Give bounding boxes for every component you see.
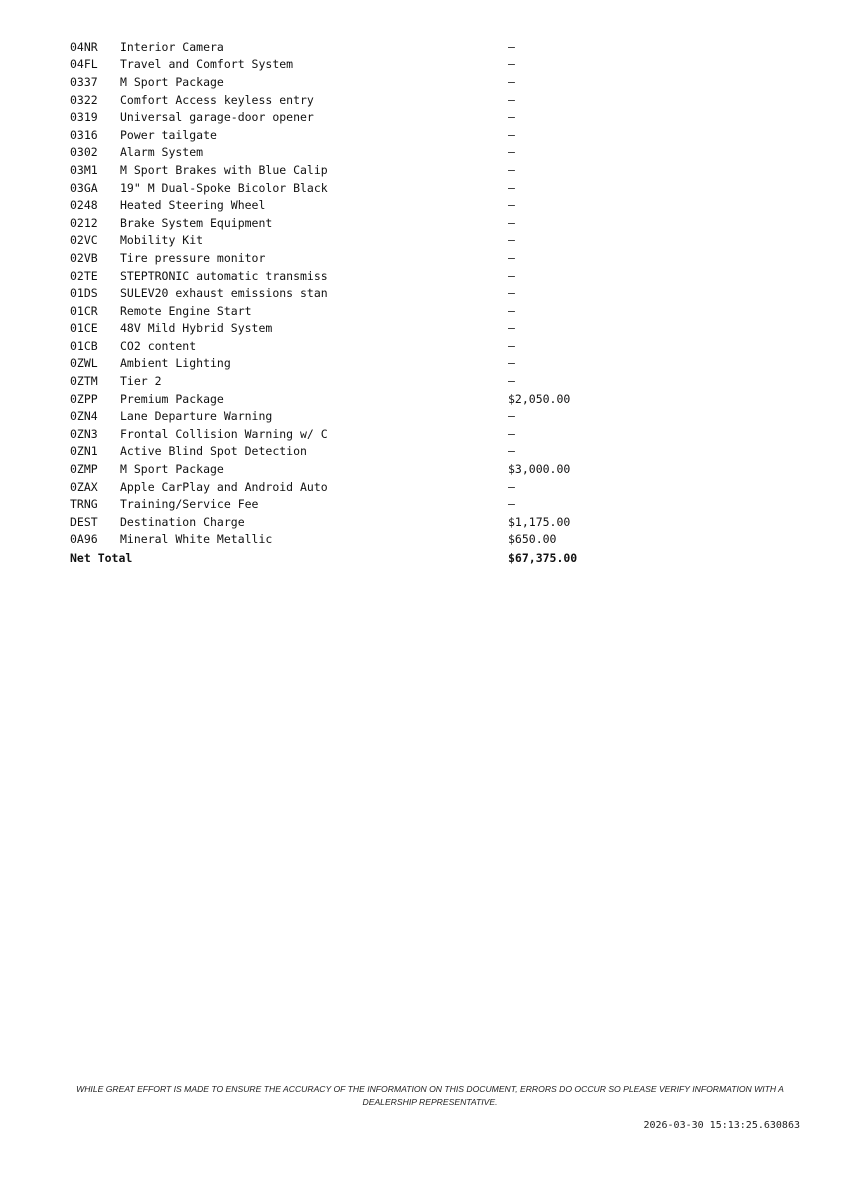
option-code: 0ZMP (70, 462, 98, 477)
option-row (70, 232, 590, 250)
option-price: — (508, 338, 515, 353)
option-row (70, 390, 590, 408)
option-price: — (508, 74, 515, 89)
option-description: Travel and Comfort System (120, 57, 294, 72)
option-description: Interior Camera (120, 39, 224, 54)
option-price: — (508, 374, 515, 389)
option-description: STEPTRONIC automatic transmiss (120, 268, 328, 283)
option-description: Apple CarPlay and Android Auto (120, 479, 328, 494)
option-price: — (508, 286, 515, 301)
option-description: Mobility Kit (120, 233, 204, 248)
option-code: 0ZWL (70, 356, 98, 371)
option-row (70, 372, 590, 390)
timestamp: 2026-03-30 15:13:25.630863 (643, 1120, 800, 1131)
option-code: 0337 (70, 74, 98, 89)
option-price: — (508, 497, 515, 512)
option-code: 0ZN1 (70, 444, 98, 459)
option-description: Premium Package (120, 391, 224, 406)
option-row (70, 196, 590, 214)
option-code: 02TE (70, 268, 98, 283)
option-description: Alarm System (120, 145, 204, 160)
option-code: 0ZN4 (70, 409, 98, 424)
option-price: — (508, 110, 515, 125)
option-price: — (508, 268, 515, 283)
option-code: 02VB (70, 250, 98, 265)
option-code: DEST (70, 514, 98, 529)
option-row (70, 460, 590, 478)
option-code: 02VC (70, 233, 98, 248)
option-price: — (508, 444, 515, 459)
option-row (70, 161, 590, 179)
option-row (70, 425, 590, 443)
option-price: — (508, 479, 515, 494)
option-code: 01CR (70, 303, 98, 318)
option-row (70, 443, 590, 461)
option-row (70, 126, 590, 144)
option-description: Power tailgate (120, 127, 217, 142)
option-price: — (508, 321, 515, 336)
option-description: M Sport Package (120, 462, 224, 477)
option-description: CO2 content (120, 338, 197, 353)
option-description: Training/Service Fee (120, 497, 259, 512)
option-code: 03GA (70, 180, 98, 195)
option-price: — (508, 426, 515, 441)
option-row (70, 320, 590, 338)
option-code: 0ZN3 (70, 426, 98, 441)
option-description: M Sport Brakes with Blue Calip (120, 162, 328, 177)
option-price: $3,000.00 (508, 462, 571, 477)
option-description: Brake System Equipment (120, 215, 273, 230)
option-code: 01CE (70, 321, 98, 336)
net-total-row (70, 549, 590, 567)
disclaimer-text: WHILE GREAT EFFORT IS MADE TO ENSURE THE ACCURACY OF THE INFORMATION ON THIS DOCUMENT, ERRORS DO OCCUR SO PLEASE VERIFY INFORMATION WITH A DEALERSHIP REPRESENTATIVE. (76, 1084, 784, 1107)
option-code: 04NR (70, 39, 98, 54)
option-price: — (508, 250, 515, 265)
option-price: — (508, 127, 515, 142)
option-row (70, 179, 590, 197)
option-row (70, 531, 590, 549)
option-code: 01CB (70, 338, 98, 353)
option-code: 0248 (70, 198, 98, 213)
option-description: SULEV20 exhaust emissions stan (120, 286, 328, 301)
option-price: — (508, 198, 515, 213)
option-row (70, 495, 590, 513)
option-row (70, 38, 590, 56)
option-code: 0ZAX (70, 479, 98, 494)
option-price: — (508, 180, 515, 195)
option-description: Tire pressure monitor (120, 250, 266, 265)
option-description: Lane Departure Warning (120, 409, 273, 424)
net-total-label: Net Total (70, 551, 133, 566)
option-code: 03M1 (70, 162, 98, 177)
option-description: Frontal Collision Warning w/ C (120, 426, 328, 441)
option-price: — (508, 356, 515, 371)
option-price: — (508, 39, 515, 54)
option-price: $1,175.00 (508, 514, 571, 529)
option-code: 0ZPP (70, 391, 98, 406)
option-row (70, 56, 590, 74)
option-price: — (508, 233, 515, 248)
option-row (70, 108, 590, 126)
option-description: Comfort Access keyless entry (120, 92, 314, 107)
net-total-value: $67,375.00 (508, 551, 578, 566)
option-price: — (508, 57, 515, 72)
option-code: 0302 (70, 145, 98, 160)
option-code: 0212 (70, 215, 98, 230)
option-code: 04FL (70, 57, 98, 72)
option-price: — (508, 303, 515, 318)
option-row (70, 214, 590, 232)
option-row (70, 144, 590, 162)
option-code: 01DS (70, 286, 98, 301)
option-price: — (508, 162, 515, 177)
option-code: 0A96 (70, 532, 98, 547)
option-price: — (508, 215, 515, 230)
option-price: — (508, 145, 515, 160)
option-description: Remote Engine Start (120, 303, 252, 318)
option-description: Tier 2 (120, 374, 162, 389)
option-code: 0322 (70, 92, 98, 107)
option-price: — (508, 92, 515, 107)
option-description: M Sport Package (120, 74, 224, 89)
option-price: $650.00 (508, 532, 557, 547)
option-description: Heated Steering Wheel (120, 198, 266, 213)
option-row (70, 249, 590, 267)
option-code: 0319 (70, 110, 98, 125)
option-description: Mineral White Metallic (120, 532, 273, 547)
option-row (70, 478, 590, 496)
option-code: TRNG (70, 497, 98, 512)
option-code: 0316 (70, 127, 98, 142)
option-row (70, 337, 590, 355)
option-row (70, 302, 590, 320)
option-description: Active Blind Spot Detection (120, 444, 307, 459)
option-description: 48V Mild Hybrid System (120, 321, 273, 336)
option-description: Destination Charge (120, 514, 245, 529)
option-row (70, 407, 590, 425)
option-price: — (508, 409, 515, 424)
options-table (70, 38, 590, 567)
option-price: $2,050.00 (508, 391, 571, 406)
option-row (70, 513, 590, 531)
option-description: 19" M Dual-Spoke Bicolor Black (120, 180, 328, 195)
option-code: 0ZTM (70, 374, 98, 389)
option-description: Universal garage-door opener (120, 110, 314, 125)
option-row (70, 284, 590, 302)
option-row (70, 267, 590, 285)
option-row (70, 91, 590, 109)
option-rows (70, 38, 590, 548)
option-row (70, 355, 590, 373)
option-row (70, 73, 590, 91)
option-description: Ambient Lighting (120, 356, 231, 371)
